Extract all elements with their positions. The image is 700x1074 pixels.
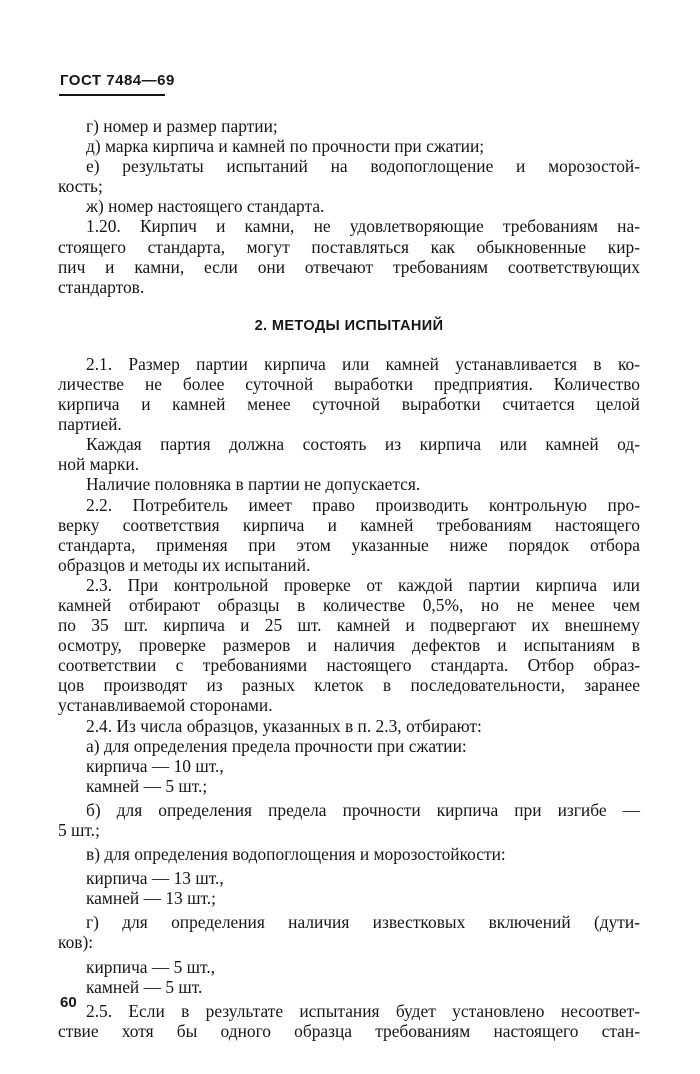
text-line: пич и камни, если они отвечают требованиям соответствующих	[58, 256, 640, 277]
text-line: б) для определения предела прочности кирпича при изгибе —	[86, 799, 640, 820]
text-line: а) для определения предела прочности при сжатии:	[86, 735, 467, 756]
text-line: г) для определения наличия известковых включений (дути-	[86, 912, 640, 933]
document-code-header: ГОСТ 7484—69	[60, 72, 175, 89]
text-line: д) марка кирпича и камней по прочности при сжатии;	[86, 136, 485, 157]
text-line: камней отбирают образцы в количестве 0,5%, но не менее чем	[58, 594, 640, 615]
text-line: образцов и методы их испытаний.	[58, 554, 311, 575]
text-line: кирпича — 5 шт.,	[86, 956, 216, 977]
text-line: Каждая партия должна состоять из кирпича или камней од-	[86, 434, 640, 455]
text-line: 5 шт.;	[58, 820, 100, 840]
text-line: верку соответствия кирпича и камней требованиям настоящего	[58, 514, 640, 535]
text-line: е) результаты испытаний на водопоглощение и морозостой-	[86, 156, 640, 177]
text-line: 1.20. Кирпич и камни, не удовлетворяющие требованиям на-	[86, 216, 640, 237]
text-line: кирпича — 10 шт.,	[86, 755, 224, 776]
text-line: личестве не более суточной выработки предприятия. Количество	[58, 373, 640, 394]
text-line: устанавливаемой сторонами.	[58, 695, 273, 716]
text-line: г) номер и размер партии;	[86, 116, 278, 136]
text-line: стоящего стандарта, могут поставляться как обыкновенные кир-	[58, 236, 640, 257]
text-line: камней — 5 шт.;	[86, 775, 208, 796]
text-line: ной марки.	[58, 454, 140, 475]
header-rule	[59, 94, 165, 96]
text-line: кость;	[58, 176, 103, 197]
text-line: партией.	[58, 414, 122, 435]
text-line: цов производят из разных клеток в последовательности, заранее	[58, 675, 640, 696]
text-line: кирпича — 13 шт.,	[86, 868, 224, 889]
text-line: стандарта, применяя при этом указанные ниже порядок отбора	[58, 534, 640, 555]
page-number: 60	[60, 994, 77, 1011]
text-line: по 35 шт. кирпича и 25 шт. камней и подвергают их внешнему	[58, 615, 640, 636]
text-line: 2.5. Если в результате испытания будет установлено несоответ-	[86, 1000, 640, 1021]
text-line: ков):	[58, 932, 94, 953]
text-line: Наличие половняка в партии не допускается.	[86, 474, 421, 495]
text-line: ж) номер настоящего стандарта.	[86, 196, 325, 217]
text-line: камней — 13 шт.;	[86, 888, 216, 909]
text-line: в) для определения водопоглощения и морозостойкости:	[86, 844, 506, 865]
page-body	[58, 116, 640, 1041]
text-line: ствие хотя бы одного образца требованиям настоящего стан-	[58, 1020, 640, 1041]
text-line: осмотру, проверке размеров и наличия дефектов и испытаниям в	[58, 635, 640, 656]
text-line: 2.4. Из числа образцов, указанных в п. 2.3, отбирают:	[86, 715, 482, 736]
text-line: стандартов.	[58, 276, 145, 297]
section-heading: 2. МЕТОДЫ ИСПЫТАНИЙ	[254, 317, 444, 334]
text-line: 2.2. Потребитель имеет право производить контрольную про-	[86, 494, 640, 515]
text-line: 2.1. Размер партии кирпича или камней устанавливается в ко-	[86, 353, 640, 374]
text-line: кирпича и камней менее суточной выработки считается целой	[58, 394, 640, 415]
text-line: 2.3. При контрольной проверке от каждой партии кирпича или	[86, 574, 640, 595]
text-line: соответствии с требованиями настоящего стандарта. Отбор образ-	[58, 655, 640, 676]
text-line: камней — 5 шт.	[86, 976, 203, 997]
